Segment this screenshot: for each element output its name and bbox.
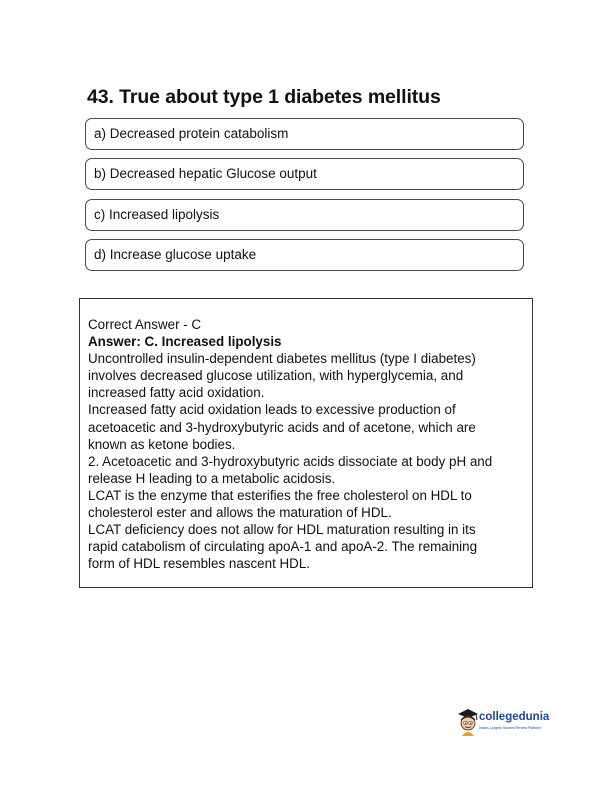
answer-box: [79, 298, 533, 588]
option-d[interactable]: d) Increase glucose uptake: [85, 239, 524, 271]
explanation-line: release H leading to a metabolic acidosis.: [88, 470, 336, 486]
option-c[interactable]: c) Increased lipolysis: [85, 199, 524, 231]
explanation-line: increased fatty acid oxidation.: [88, 385, 265, 401]
explanation-line: rapid catabolism of circulating apoA-1 and apoA-2. The remaining: [88, 539, 478, 555]
explanation-line: 2. Acetoacetic and 3-hydroxybutyric acids dissociate at body pH and: [88, 453, 493, 469]
explanation-line: Uncontrolled insulin-dependent diabetes mellitus (type I diabetes): [88, 351, 476, 367]
explanation-line: Increased fatty acid oxidation leads to excessive production of: [88, 402, 456, 418]
option-b[interactable]: b) Decreased hepatic Glucose output: [85, 158, 524, 190]
logo-tagline: India's Largest Student Review Platform: [479, 726, 542, 730]
correct-answer-label: Correct Answer - C: [88, 317, 202, 332]
answer-heading: Answer: C. Increased lipolysis: [88, 334, 282, 350]
explanation-line: form of HDL resembles nascent HDL.: [88, 556, 311, 572]
option-a[interactable]: a) Decreased protein catabolism: [85, 118, 524, 150]
collegedunia-logo[interactable]: [456, 706, 550, 736]
mascot-icon: [456, 706, 480, 736]
explanation-line: LCAT deficiency does not allow for HDL maturation resulting in its: [88, 522, 476, 538]
explanation-line: acetoacetic and 3-hydroxybutyric acids and of acetone, which are: [88, 419, 476, 435]
explanation-line: involves decreased glucose utilization, with hyperglycemia, and: [88, 368, 464, 384]
logo-wordmark: collegedunia: [479, 711, 550, 723]
explanation-line: cholesterol ester and allows the maturation of HDL.: [88, 505, 392, 521]
explanation-line: known as ketone bodies.: [88, 436, 236, 452]
question-title: 43. True about type 1 diabetes mellitus: [87, 86, 441, 108]
explanation-line: LCAT is the enzyme that esterifies the free cholesterol on HDL to: [88, 487, 472, 503]
